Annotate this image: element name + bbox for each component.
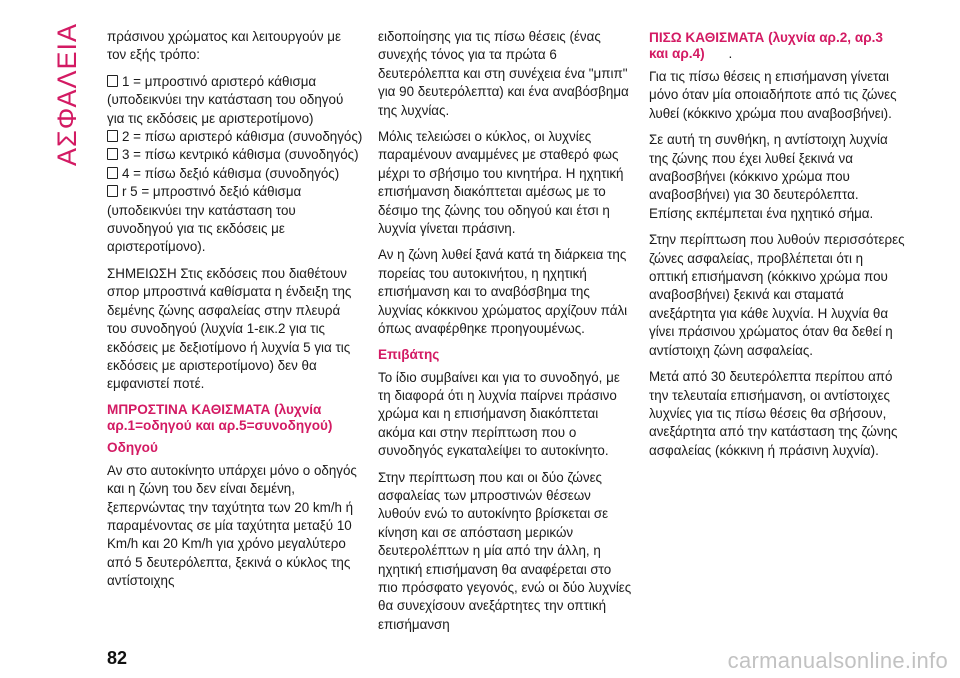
paragraph: ειδοποίησης για τις πίσω θέσεις (ένας συνεχής τόνος για τα πρώτα 6 δευτερόλεπτα και στη συνέχεια ένα "μπιπ" για 90 δευτερόλεπτα) και ένα αναβόσβημα της λυχνίας. <box>378 29 629 118</box>
heading-dot: . <box>728 46 733 61</box>
paragraph: Αν η ζώνη λυθεί ξανά κατά τη διάρκεια της πορείας του αυτοκινήτου, η ηχητική επισήμανση και το αναβόσβημα της λυχνίας κόκκινου χρώματος αρχίζουν πάλι όπως αναφέρθηκε προηγουμένως. <box>378 247 628 337</box>
seatbelt-lamp-icon <box>107 75 118 87</box>
paragraph: Για τις πίσω θέσεις η επισήμανση γίνεται μόνο όταν μία οποιαδήποτε από τις ζώνες λυθεί (κόκκινο χρώμα που αναβοσβήνει). <box>649 69 897 121</box>
seatbelt-lamp-icon <box>107 185 118 197</box>
paragraph: Το ίδιο συμβαίνει και για το συνοδηγό, με τη διαφορά ότι η λυχνία παίρνει πράσινο χρώμα και η επισήμανση διακόπτεται ακόμα και στην περίπτωση που ο συνοδηγός εγκαταλείψει το αυτοκίνητο. <box>378 369 620 459</box>
list-item: r 5 = μπροστινό δεξιό κάθισμα (υποδεικνύει την κατάσταση του συνοδηγού για τις εκδόσεις με αριστεροτίμονο). <box>107 184 302 255</box>
note-text: ΣΗΜΕΙΩΣΗ Στις εκδόσεις που διαθέτουν σπορ μπροστινά καθίσματα η ένδειξη της δεμένης ζώνης ασφαλείας στην πλευρά του συνοδηγού (λυχνία 1-εικ.2 για τις εκδόσεις με δεξιοτίμονο ή λυχνία 5 για τις εκδόσεις με αριστεροτίμονο) δεν θα εμφανιστεί ποτέ. <box>107 265 352 392</box>
rear-seats-heading: ΠΙΣΩ ΚΑΘΙΣΜΑΤΑ (λυχνία αρ.2, αρ.3 και αρ.4) . <box>649 30 883 61</box>
section-side-tab <box>52 22 92 166</box>
seatbelt-lamp-icon <box>107 167 118 179</box>
section-title: ΑΣΦΑΛΕΙΑ <box>52 22 82 166</box>
seatbelt-lamp-icon <box>107 130 118 142</box>
list-item: 4 = πίσω δεξιό κάθισμα (συνοδηγός) <box>107 165 363 183</box>
paragraph: Μόλις τελειώσει ο κύκλος, οι λυχνίες παραμένουν αναμμένες με σταθερό φως μέχρι το σβήσιμο του κινητήρα. Η ηχητική επισήμανση διακόπτεται αμέσως με το δέσιμο της ζώνης του οδηγού και έτσι η λυχνία γίνεται πράσινη. <box>378 129 624 237</box>
paragraph: Μετά από 30 δευτερόλεπτα περίπου από την τελευταία επισήμανση, οι αντίστοιχες λυχνίες για τις πίσω θέσεις θα σβήσουν, ανεξάρτητα από την κατάσταση της ζώνης ασφαλείας (κόκκινη ή πράσινη λυχνία). <box>649 369 898 458</box>
driver-subheading: Οδηγού <box>107 439 158 455</box>
column-2 <box>378 28 634 642</box>
list-item: 3 = πίσω κεντρικό κάθισμα (συνοδηγός) <box>107 146 363 164</box>
paragraph: Σε αυτή τη συνθήκη, η αντίστοιχη λυχνία της ζώνης που έχει λυθεί ξεκινά να αναβοσβήνει (κόκκινο χρώμα που αναβοσβήνει) για 30 δευτερόλεπτα. Επίσης εκπέμπεται ένα ηχητικό σήμα. <box>649 132 888 221</box>
list-item: 1 = μπροστινό αριστερό κάθισμα (υποδεικνύει την κατάσταση του οδηγού για τις εκδόσεις με αριστεροτίμονο) <box>107 73 344 126</box>
passenger-heading: Επιβάτης <box>378 346 440 362</box>
list-item: 2 = πίσω αριστερό κάθισμα (συνοδηγός) <box>107 128 363 146</box>
front-seats-heading: ΜΠΡΟΣΤΙΝΑ ΚΑΘΙΣΜΑΤΑ (λυχνία αρ.1=οδηγού και αρ.5=συνοδηγού) <box>107 401 333 433</box>
watermark: carmanualsonline.info <box>727 648 948 673</box>
driver-text: Αν στο αυτοκίνητο υπάρχει μόνο ο οδηγός και η ζώνη του δεν είναι δεμένη, ξεπερνώντας την ταχύτητα των 20 km/h ή παραμένοντας σε μία ταχύτητα μεταξύ 10 Km/h και 20 Km/h για χρόνο μεγαλύτερο από 5 δευτερόλεπτα, ξεκινά ο κύκλος της αντίστοιχης <box>107 462 357 589</box>
paragraph: Στην περίπτωση που λυθούν περισσότερες ζώνες ασφαλείας, προβλέπεται ότι η οπτική επισήμανση (κόκκινο χρώμα που αναβοσβήνει) ξεκινά και σταματά ανεξάρτητα για κάθε λυχνία. Η λυχνία θα γίνει πράσινου χρώματος όταν θα δεθεί η αντίστοιχη ζώνη ασφαλείας. <box>649 232 905 358</box>
column-3 <box>649 28 905 468</box>
seatbelt-lamp-icon <box>107 148 118 160</box>
intro-text: πράσινου χρώματος και λειτουργούν με τον εξής τρόπο: <box>107 29 341 63</box>
paragraph: Στην περίπτωση που και οι δύο ζώνες ασφαλείας των μπροστινών θέσεων λυθούν ενώ το αυτοκίνητο βρίσκεται σε κίνηση και σε απόσταση μερικών δευτερολέπτων η μία από την άλλη, η ηχητική επισήμανση θα αναφέρεται στο πιο πρόσφατο γεγονός, ενώ οι δύο λυχνίες θα συνεχίσουν ανεξάρτητες την οπτική επισήμανση <box>378 469 632 632</box>
page-number: 82 <box>107 648 128 668</box>
column-1 <box>107 28 363 599</box>
